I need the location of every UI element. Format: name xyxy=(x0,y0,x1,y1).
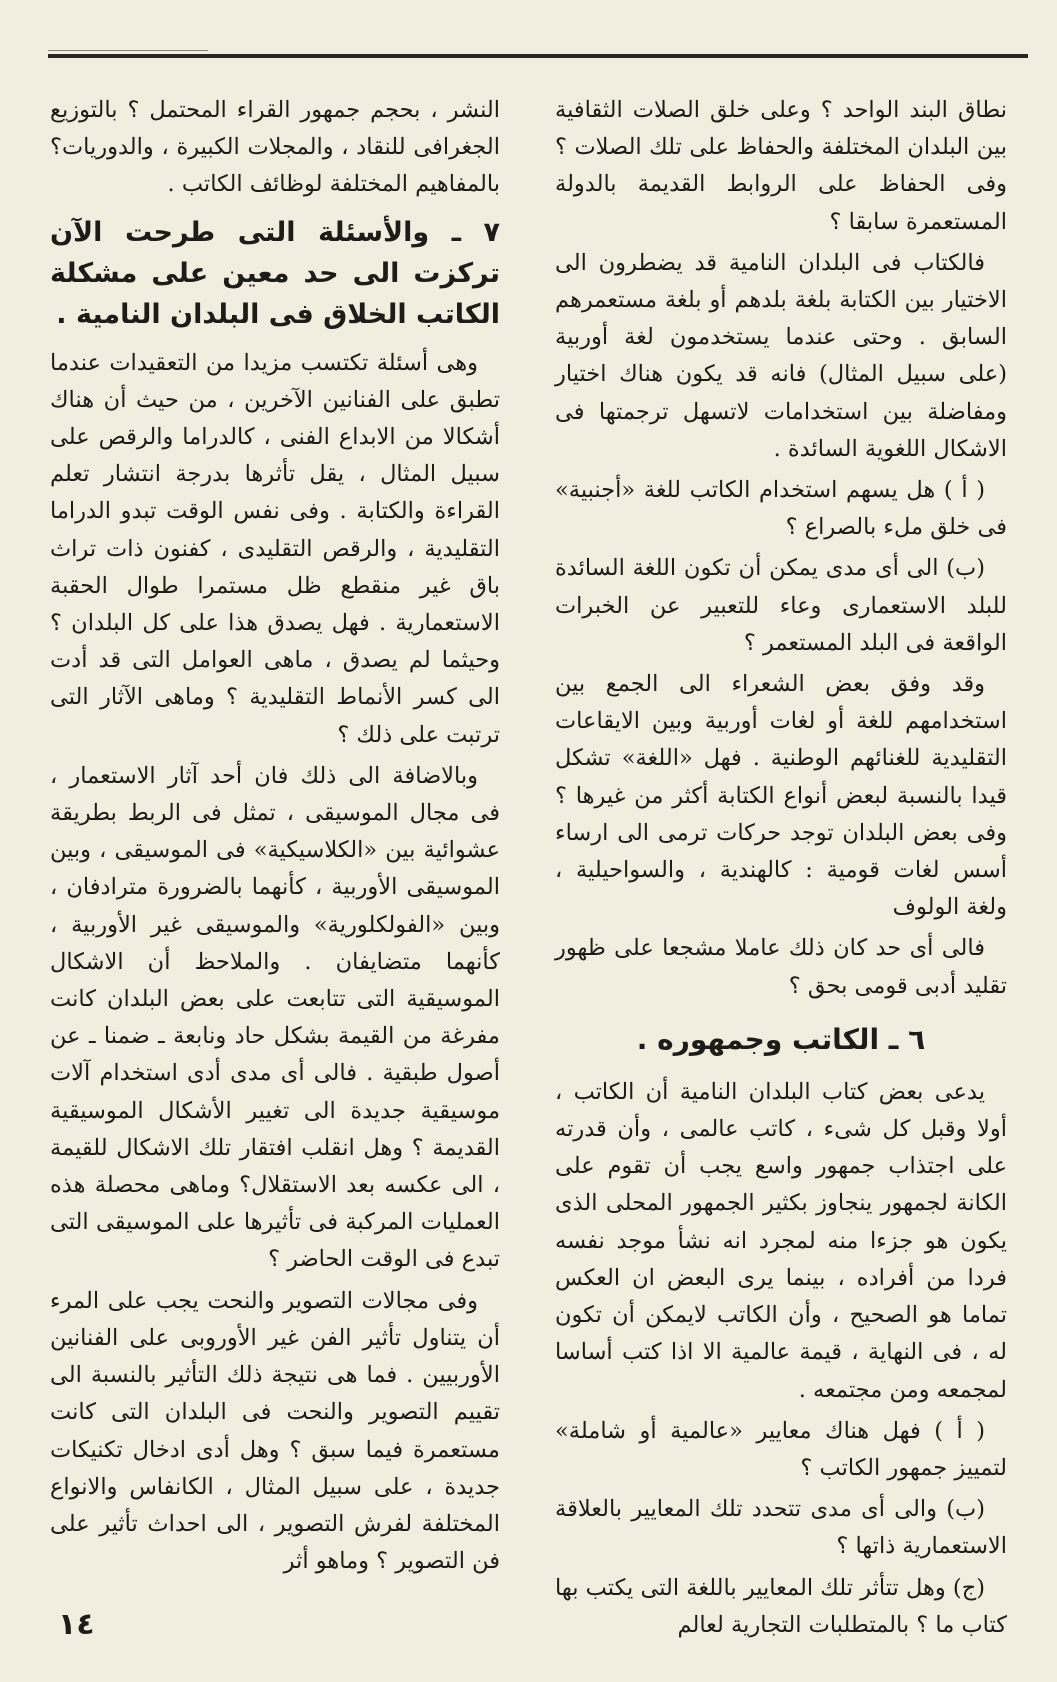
paragraph: وبالاضافة الى ذلك فان أحد آثار الاستعمار ، فى مجال الموسيقى ، تمثل فى الربط بطريقة عشوائية بين «الكلاسيكية» فى الموسيقى ، وبين الموسيقى الأوربية ، كأنهما بالضرورة مترادفان ، وبين «الفولكلورية» والموسيقى غير الأوربية ، كأنهما متضايفان . والملاحظ أن الاشكال الموسيقية التى تتابعت على بعض البلدان كانت مفرغة من القيمة بشكل حاد ونابعة ـ ضمنا ـ عن أصول طبقية . فالى أى مدى أدى استخدام آلات موسيقية جديدة الى تغيير الأشكال الموسيقية القديمة ؟ وهل انقلب افتقار تلك الاشكال للقيمة ، الى عكسه بعد الاستقلال؟ وماهى محصلة هذه العمليات المركبة فى تأثيرها على الموسيقى التى تبدع فى الوقت الحاضر ؟ xyxy=(50,762,500,1273)
paragraph: فالى أى حد كان ذلك عاملا مشجعا على ظهور تقليد أدبى قومى بحق ؟ xyxy=(555,935,1007,999)
left-column xyxy=(50,92,500,1584)
paragraph: وهى أسئلة تكتسب مزيدا من التعقيدات عندما تطبق على الفنانين الآخرين ، من حيث أن هناك أشكالا من الابداع الفنى ، كالدراما والرقص على سبيل المثال ، يقل تأثرها بدرجة انتشار تعلم القراءة والكتابة . وفى نفس الوقت تبدو الدراما التقليدية ، والرقص التقليدى ، كفنون ذات تراث باق غير منقطع ظل مستمرا طوال الحقبة الاستعمارية . فهل يصدق هذا على كل البلدان ؟ وحيثما لم يصدق ، ماهى العوامل التى قد أدت الى كسر الأنماط التقليدية ؟ وماهى الآثار التى ترتبت على ذلك ؟ xyxy=(50,349,500,748)
page-number: ١٤ xyxy=(58,1607,95,1642)
paragraph: وقد وفق بعض الشعراء الى الجمع بين استخدامهم للغة أو لغات أوربية وبين الايقاعات التقليدية للغنائهم الوطنية . فهل «اللغة» تشكل قيدا بالنسبة لبعض أنواع الكتابة أكثر من غيرها ؟ وفى بعض البلدان توجد حركات ترمى الى ارساء أسس لغات قومية : كالهندية ، والسواحيلية ، ولغة الولوف xyxy=(555,671,1007,921)
paragraph: يدعى بعض كتاب البلدان النامية أن الكاتب ، أولا وقبل كل شىء ، كاتب عالمى ، وأن قدرته على اجتذاب جمهور واسع يجب أن تقوم على الكانة لجمهور ينجاوز بكثير الجمهور المحلى الذى يكون هو جزءا منه لمجرد انه نشأ موجد نفسه فردا من أفراده ، بينما يرى البعض ان العكس تماما هو الصحيح ، وأن الكاتب لايمكن أن تكون له ، فى النهاية ، قيمة عالمية الا اذا كتب أساسا لمجمعه ومن مجتمعه . xyxy=(555,1078,1007,1403)
section-heading: ٦ ـ الكاتب وجمهوره . xyxy=(636,1022,926,1056)
paragraph: فالكتاب فى البلدان النامية قد يضطرون الى الاختيار بين الكتابة بلغة بلدهم أو بلغة مستعمرهم السابق . وحتى عندما يستخدمون لغة أوربية (على سبيل المثال) فانه قد يكون هناك اختيار ومفاضلة بين استخدامات لاتسهل ترجمتها فى الاشكال اللغوية السائدة . xyxy=(555,249,1007,462)
paragraph: (ب) الى أى مدى يمكن أن تكون اللغة السائدة للبلد الاستعمارى وعاء للتعبير عن الخبرات الواقعة فى البلد المستعمر ؟ xyxy=(555,555,1007,656)
top-rule xyxy=(48,54,1028,58)
paragraph: نطاق البند الواحد ؟ وعلى خلق الصلات الثقافية بين البلدان المختلفة والحفاظ على تلك الصلات ؟ وفى الحفاظ على الروابط القديمة بالدولة المستعمرة سابقا ؟ xyxy=(555,97,1007,235)
paragraph: ( أ ) فهل هناك معايير «عالمية أو شاملة» لتمييز جمهور الكاتب ؟ xyxy=(555,1417,1007,1481)
top-rule-thin xyxy=(48,50,208,51)
paragraph: النشر ، بحجم جمهور القراء المحتمل ؟ بالتوزيع الجغرافى للنقاد ، والمجلات الكبيرة ، والدوريات؟ بالمفاهيم المختلفة لوظائف الكاتب . xyxy=(50,97,500,198)
paragraph: (ب) والى أى مدى تتحدد تلك المعايير بالعلاقة الاستعمارية ذاتها ؟ xyxy=(555,1496,1007,1560)
paragraph: (ج) وهل تتأثر تلك المعايير باللغة التى يكتب بها كتاب ما ؟ بالمتطلبات التجارية لعالم xyxy=(555,1574,1007,1638)
section-heading: ٧ ـ والأسئلة التى طرحت الآن تركزت الى حد معين على مشكلة الكاتب الخلاق فى البلدان النامية . xyxy=(50,216,500,330)
paragraph: وفى مجالات التصوير والنحت يجب على المرء أن يتناول تأثير الفن غير الأوروبى على الفنانين الأوربيين . فما هى نتيجة ذلك التأثير بالنسبة الى تقييم التصوير والنحت فى البلدان التى كانت مستعمرة فيما سبق ؟ وهل أدى ادخال تكنيكات جديدة ، على سبيل المثال ، الكانفاس والانواع المختلفة لفرش التصوير ، الى احداث تأثير على فن التصوير ؟ وماهو أثر xyxy=(50,1287,500,1575)
right-column xyxy=(555,92,1007,1648)
paragraph: ( أ ) هل يسهم استخدام الكاتب للغة «أجنبية» فى خلق ملء بالصراع ؟ xyxy=(555,477,1007,541)
